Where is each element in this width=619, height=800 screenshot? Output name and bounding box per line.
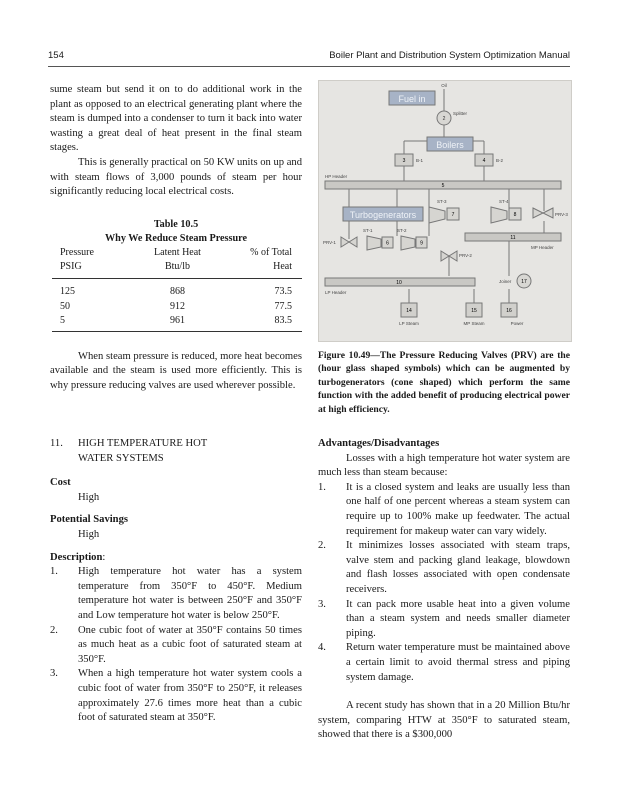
mp-steam-label: MP Steam	[463, 321, 485, 326]
table-header: PSIG	[60, 261, 82, 273]
node-number: 7	[451, 212, 455, 218]
node-number: 9	[420, 240, 423, 247]
list-text: Return water temperature must be maintained above a certain limit to avoid thermal stress and piping system damage.	[346, 642, 570, 683]
table-header-row	[52, 260, 302, 275]
table-cell: 5	[60, 315, 65, 327]
node-number: 14	[406, 308, 412, 314]
list-text: When a high temperature hot water system cools a cubic foot of water from 350°F to 250°F, it releases approximately 27.6 times more heat than a cubic foot of saturated steam at 350°F.	[78, 668, 302, 724]
node-number: 11	[510, 235, 516, 241]
splitter-label: Splitter	[453, 111, 468, 116]
table-cell: 73.5	[274, 285, 292, 297]
section-title-line: WATER SYSTEMS	[78, 452, 164, 464]
paragraph-practical: This is generally practical on 50 KW units on up and with steam flows of 3,000 pounds of steam per hour significantly reducing local electrical costs.	[50, 156, 302, 198]
table-cell: 83.5	[274, 315, 292, 327]
table-header-row	[52, 246, 302, 261]
list-text: It minimizes losses associated with steam traps, valve stem and packing gland leakage, blowdown and flash losses associated with open condensate receivers.	[346, 540, 570, 595]
oil-label: Oil	[441, 83, 447, 88]
running-header	[48, 48, 570, 64]
node-number: 3	[402, 158, 406, 164]
table-header: Pressure	[60, 246, 94, 258]
list-text: It can pack more usable heat into a given volume than a steam system and needs smaller diameter piping.	[346, 598, 570, 639]
list-item	[318, 539, 570, 597]
left-column-section	[50, 437, 302, 726]
turbine-st1-icon	[367, 236, 381, 250]
left-column-top	[50, 83, 302, 394]
list-item	[318, 481, 570, 539]
mp-header-label: MP Header	[531, 245, 554, 250]
steam-pressure-table-body	[52, 285, 302, 329]
description-colon: :	[102, 551, 106, 563]
list-item	[318, 641, 570, 685]
table-rule	[52, 278, 302, 279]
table-number: Table 10.5	[153, 218, 199, 230]
prv1-valve-icon-b	[349, 237, 357, 247]
table-row	[52, 285, 302, 300]
advantages-title: Advantages/Disadvantages	[318, 438, 440, 449]
turbogenerators-label: Turbogenerators	[349, 210, 417, 220]
node-number: 2	[442, 116, 446, 122]
table-header: Heat	[273, 261, 292, 273]
list-item	[50, 624, 302, 668]
st2-label: ST-2	[397, 228, 407, 233]
st3-label: ST-3	[437, 199, 447, 204]
section-heading	[50, 437, 302, 466]
table-header: Btu/lb	[164, 261, 190, 273]
paragraph-continued: sume steam but send it on to do additional work in the plant as opposed to an electrical generating plant where the steam is dumped into a condenser to turn it back into water wasting a great deal of heat present in the final steam stages.	[50, 84, 302, 154]
list-item	[318, 598, 570, 642]
header-rule	[48, 66, 570, 67]
b2-label: B-2	[496, 158, 504, 163]
node-number: 15	[471, 308, 477, 314]
lp-steam-label: LP Steam	[399, 321, 419, 326]
st1-label: ST-1	[363, 228, 373, 233]
table-cell: 961	[170, 315, 185, 327]
cost-value: High	[78, 491, 100, 503]
b1-label: B-1	[416, 158, 424, 163]
table-row	[52, 300, 302, 315]
list-text: High temperature hot water has a system temperature from 350°F to 450°F. Medium temperature hot water is between 250°F and 350°F and Low temperature hot water is below 250°F.	[78, 566, 302, 621]
list-text: It is a closed system and leaks are usually less than one half of one percent whereas a steam system can require up to 100% make up feedwater. The actual requirement for makeup water can vary widely.	[346, 481, 570, 537]
advantages-list	[318, 481, 570, 685]
lp-header-label: LP Header	[325, 290, 347, 295]
turbine-st2-icon	[401, 236, 415, 250]
list-number: 2.	[318, 540, 326, 552]
prv3-label: PRV-3	[555, 212, 568, 217]
section-number: 11.	[50, 438, 63, 449]
node-number: 17	[521, 279, 527, 285]
right-column	[318, 437, 570, 743]
boilers-label: Boilers	[436, 140, 464, 150]
list-number: 3.	[318, 598, 326, 610]
prv2-label: PRV-2	[459, 253, 472, 258]
description-list	[50, 565, 302, 726]
prv2-valve-icon-b	[449, 251, 457, 261]
section-title-line: HIGH TEMPERATURE HOT	[78, 438, 208, 449]
savings-value: High	[78, 528, 100, 540]
paragraph-recent-study: A recent study has shown that in a 20 Million Btu/hr system, comparing HTW at 350°F to saturated steam, showed that there is a $300,000	[318, 700, 570, 741]
prv2-valve-icon	[441, 251, 449, 261]
table-header: Latent Heat	[154, 246, 201, 258]
turbine-st3-icon	[429, 207, 445, 223]
list-number: 4.	[318, 642, 326, 654]
fuel-in-label: Fuel in	[398, 94, 426, 104]
table-cell: 77.5	[274, 300, 292, 312]
table-title: Why We Reduce Steam Pressure	[104, 232, 248, 244]
table-cell: 868	[170, 285, 185, 297]
table-header: % of Total	[250, 246, 292, 258]
prv3-valve-icon	[533, 208, 543, 218]
description-label: Description	[50, 551, 103, 563]
node-number: 6	[386, 240, 389, 247]
list-number: 2.	[50, 624, 58, 636]
node-number: 5	[441, 183, 445, 189]
prv1-valve-icon	[341, 237, 349, 247]
node-number: 4	[482, 158, 486, 164]
paragraph-pressure-reduced: When steam pressure is reduced, more heat becomes available and the steam is used more efficiently. This is why pressure reducing valves are used wherever possible.	[50, 350, 302, 391]
list-number: 1.	[50, 566, 58, 578]
prv-system-diagram	[318, 80, 572, 342]
table-row	[52, 314, 302, 329]
st4-label: ST-4	[499, 199, 509, 204]
advantages-intro: Losses with a high temperature hot water system are much less than steam because:	[318, 452, 570, 479]
list-number: 1.	[318, 481, 326, 493]
savings-label: Potential Savings	[50, 514, 128, 526]
hp-header-label: HP Header	[325, 174, 348, 179]
list-item	[50, 565, 302, 623]
joiner-label: Joiner	[499, 279, 512, 284]
table-cell: 125	[60, 285, 75, 297]
node-number: 16	[506, 308, 512, 314]
turbine-st4-icon	[491, 207, 507, 223]
list-text: One cubic foot of water at 350°F contains 50 times as much heat as a cubic foot of saturated steam at 350°F.	[78, 624, 302, 665]
list-number: 3.	[50, 668, 58, 680]
description-heading	[50, 551, 302, 566]
cost-label: Cost	[50, 477, 71, 489]
page-number: 154	[48, 50, 64, 61]
table-cell: 50	[60, 300, 70, 312]
book-title: Boiler Plant and Distribution System Optimization Manual	[329, 50, 570, 61]
figure-caption: Figure 10.49—The Pressure Reducing Valves (PRV) are the (hour glass shaped symbols) which can be augmented by turbogenerators (cone shaped) which perform the same function with the added benefit of producing electrical power at high efficiency.	[318, 350, 570, 415]
diagram-svg	[319, 81, 571, 341]
list-item	[50, 667, 302, 725]
table-cell: 912	[170, 300, 185, 312]
steam-pressure-table	[52, 246, 302, 275]
node-number: 10	[396, 280, 402, 286]
power-label: Power	[510, 321, 524, 326]
node-number: 8	[513, 212, 517, 218]
prv1-label: PRV-1	[323, 240, 336, 245]
